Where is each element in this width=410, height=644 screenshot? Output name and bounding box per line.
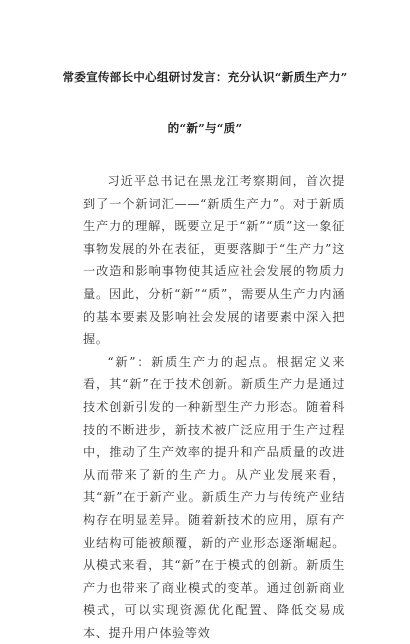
paragraph-new: “新”：新质生产力的起点。根据定义来看，其“新”在于技术创新。新质生产力是通过技术创新引发的一种新型生产力形态。随着科技的不断进步，新技术被广泛应用于生产过程中，推动了生产效率的提升和产品质量的改进从而带来了新的生产力。从产业发展来看，其“新”在于新产业。新质生产力与传统产业结构存在明显差异。随着新技术的应用，原有产业结构可能被颠覆，新的产业形态逐渐崛起。从模式来看，其“新”在于模式的创新。新质生产力也带来了商业模式的变革。通过创新商业模式，可以实现资源优化配置、降低交易成本、提升用户体验等效 [83,354,345,640]
document-body [83,170,345,644]
document-title: 常委宣传部长中心组研讨发言：充分认识“新质生产力” [62,70,348,84]
paragraph-intro: 习近平总书记在黑龙江考察期间，首次提到了一个新词汇——“新质生产力”。对于新质生产力的理解，既要立足于“新”“质”这一象征事物发展的外在表征，更要落脚于“生产力”这一改造和影响事物使其适应社会发展的物质力量。因此，分析“新”“质”，需要从生产力内涵的基本要素及影响社会发展的诸要素中深入把握。 [83,174,345,347]
document-title-continuation: 的“新”与“质” [167,121,243,135]
